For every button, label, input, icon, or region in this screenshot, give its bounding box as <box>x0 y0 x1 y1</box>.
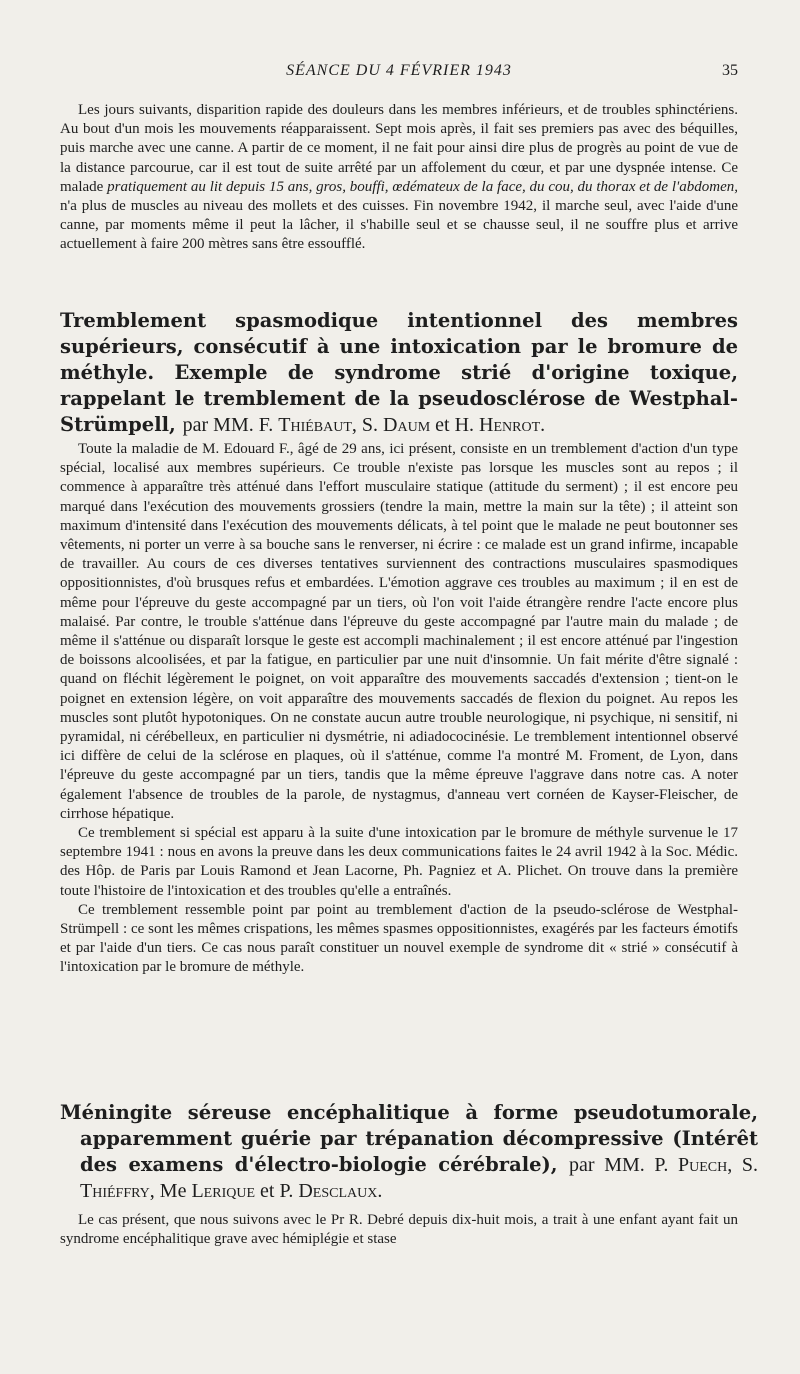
section-title-meningite: Méningite séreuse encéphalitique à forme pseudotumorale, apparemment guérie par trépanation décompressive (Intérêt des examens d'électro-biologie cérébrale), par MM. P. Puech, S. Thiéffry, Me Lerique et P. Desclaux. <box>60 1101 758 1202</box>
body-paragraph: Ce tremblement ressemble point par point au tremblement d'action de la pseudo-sclérose de Westphal-Strümpell : ce sont les mêmes crispations, les mêmes spasmes oppositionnistes, exagérés par les facteurs émotifs et par l'aide d'un tiers. Ce cas nous paraît constituer un nouvel exemple de syndrome dit « strié » consécutif à l'intoxication par le bromure de méthyle. <box>60 901 738 976</box>
section-title-tremblement: Tremblement spasmodique intentionnel des membres supérieurs, consécutif à une intoxication par le bromure de méthyle. Exemple de syndrome strié d'origine toxique, rappelant le tremblement de la pseudosclérose de Westphal-Strümpell, par MM. F. Thiébaut, S. Daum et H. Henrot. <box>60 309 738 436</box>
italic-phrase: pratiquement au lit depuis 15 ans, gros, bouffi, œdémateux de la face, du cou, du thorax et de l'abdomen, <box>107 178 738 195</box>
running-title: SÉANCE DU 4 FÉVRIER 1943 <box>286 62 512 79</box>
section-authors: par MM. F. Thiébaut, S. Daum et H. Henrot. <box>182 414 546 436</box>
body-paragraph: Le cas présent, que nous suivons avec le Pr R. Debré depuis dix-huit mois, a trait à une enfant ayant fait un syndrome encéphalitique grave avec hémiplégie et stase <box>60 1212 738 1248</box>
page-number: 35 <box>722 62 738 79</box>
body-paragraph: Ce tremblement si spécial est apparu à la suite d'une intoxication par le bromure de méthyle survenue le 17 septembre 1941 : nous en avons la preuve dans les deux communications faites le 24 avril 1942 à la Soc. Médic. des Hôp. de Paris par Louis Ramond et Jean Lacorne, Ph. Pagniez et A. Plichet. On trouve dans la première toute l'histoire de l'intoxication et des troubles qu'elle a entraînés. <box>60 825 738 899</box>
running-header <box>60 62 738 84</box>
section-body-meningite <box>60 1211 738 1249</box>
body-paragraph: Toute la maladie de M. Edouard F., âgé de 29 ans, ici présent, consiste en un tremblement d'action d'un type spécial, localisé aux membres supérieurs. Ce trouble n'existe pas lorsque les muscles sont au repos ; il commence à apparaître très atténué dans l'effort musculaire statique (attitude du serment) ; il est encore peu marqué dans l'exécution des mouvements grossiers (tendre la main, mettre la main sur la tête) ; il atteint son maximum d'intensité dans l'exécution des mouvements délicats, à tel point que le malade ne peut boutonner ses vêtements, ni porter un verre à sa bouche sans le renverser, ni écrire : ce malade est un grand infirme, incapable de travailler. Au cours de ces diverses tentatives surviennent des contractions musculaires spasmodiques oppositionnistes, d'où brusques refus et embardées. L'émotion aggrave ces troubles au maximum ; il en est de même pour l'épreuve du geste accompagné par un tiers, où l'on voit l'aide étrangère rendre l'acte encore plus malaisé. Par contre, le trouble s'atténue dans l'épreuve du geste accompagné par l'autre main du malade ; de même il s'atténue ou disparaît lorsque le geste est accompli machinalement ; il est encore atténué par l'ingestion de boissons alcoolisées, et par la fatigue, en particulier par une nuit d'insomnie. Un fait mérite d'être signalé : quand on fléchit légèrement le poignet, on voit apparaître des mouvements saccadés d'extension ; tient-on le poignet en extension légère, on voit apparaître des mouvements saccadés de flexion du poignet. Au repos les muscles sont plutôt hypotoniques. On ne constate aucun autre trouble neurologique, ni psychique, ni sensitif, ni pyramidal, ni cérébelleux, en particulier ni dysmétrie, ni adiadococinésie. Le tremblement intentionnel observé ici diffère de celui de la sclérose en plaques, où il s'atténue, comme l'a montré M. Froment, de Lyon, dans l'épreuve du geste accompagné par un tiers, tandis que la même épreuve l'aggrave dans notre cas. A noter également l'absence de troubles de la parole, de nystagmus, d'anneau vert cornéen de Kayser-Fleischer, de cirrhose hépatique. <box>60 441 738 822</box>
section-body-tremblement <box>60 440 738 978</box>
section-authors: par MM. P. Puech, S. Thiéffry, Me Lerique et P. Desclaux. <box>80 1154 758 1202</box>
case-paragraph: Les jours suivants, disparition rapide des douleurs dans les membres inférieurs, et de troubles sphinctériens. Au bout d'un mois les mouvements réapparaissent. Sept mois après, il fait ses premiers pas avec des béquilles, puis marche avec une canne. A partir de ce moment, il ne fait pour ainsi dire plus de progrès au point de vue de la distance parcourue, car il est tout de suite arrêté par un affolement du cœur, et par une dyspnée intense. Ce malade pratiquement au lit depuis 15 ans, gros, bouffi, œdémateux de la face, du cou, du thorax et de l'abdomen, n'a plus de muscles au niveau des mollets et des cuisses. Fin novembre 1942, il marche seul, avec l'aide d'une canne, par moments même il peut la lâcher, il s'habille seul et se chausse seul, il ne souffre plus et arrive actuellement à faire 200 mètres sans être essoufflé. <box>60 102 738 253</box>
case-continuation <box>60 101 738 255</box>
